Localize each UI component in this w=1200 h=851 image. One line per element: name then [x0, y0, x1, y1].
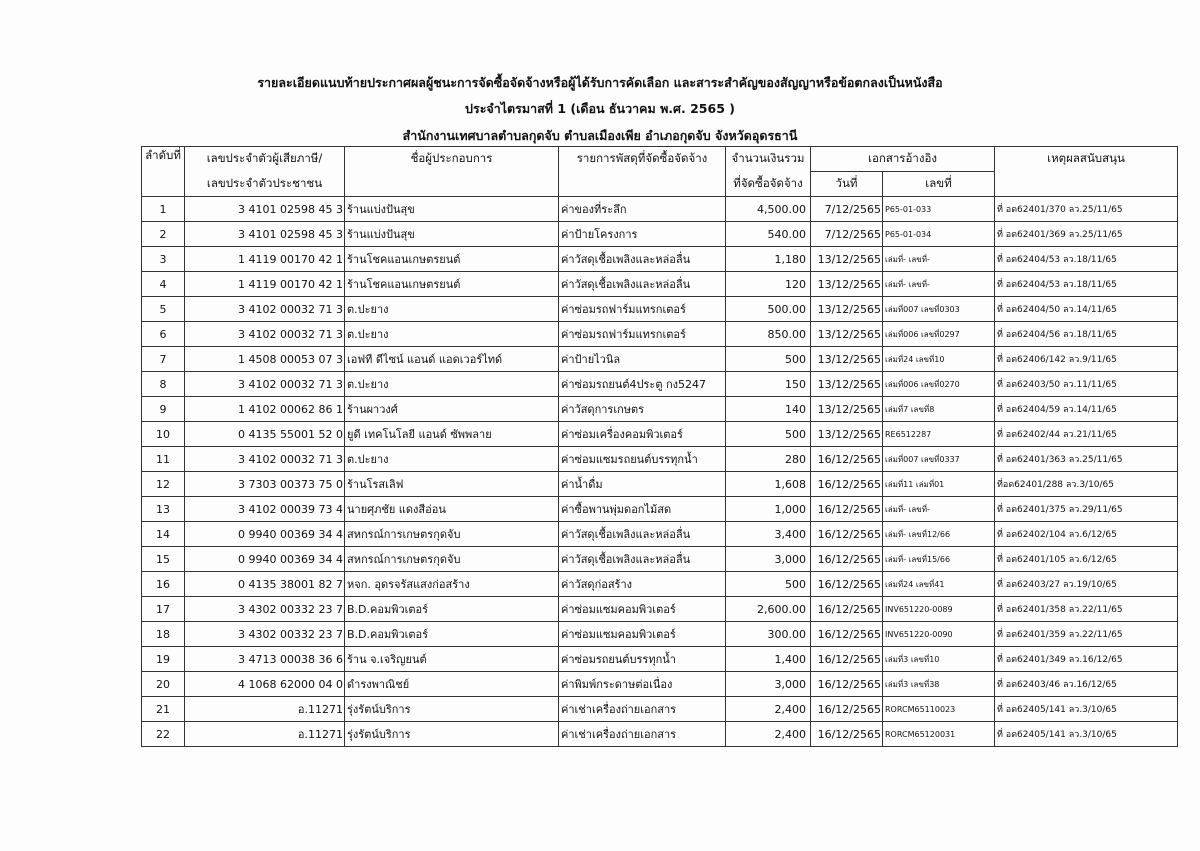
row-ref-number: เล่มที่- เลขที่15/66: [883, 547, 995, 572]
row-item: ค่าซ่อมรถฟาร์มแทรกเตอร์: [559, 322, 726, 347]
row-amount: 4,500.00: [726, 197, 811, 222]
row-vendor-name: หจก. อุดรจรัสแสงก่อสร้าง: [345, 572, 559, 597]
row-amount: 1,000: [726, 497, 811, 522]
row-reason: ที่ อด62401/375 ลว.29/11/65: [995, 497, 1178, 522]
row-amount: 140: [726, 397, 811, 422]
table-row: [142, 722, 1178, 747]
row-tax-id: 1 4102 00062 86 1: [185, 397, 345, 422]
row-ref-date: 13/12/2565: [811, 322, 883, 347]
document-office: สำนักงานเทศบาลตำบลกุดจับ ตำบลเมืองเพีย อำเภอกุดจับ จังหวัดอุดรธานี: [402, 128, 798, 143]
table-row: [142, 597, 1178, 622]
table-row: [142, 572, 1178, 597]
row-number: 4: [142, 272, 185, 297]
row-vendor-name: ร้านผาวงศ์: [345, 397, 559, 422]
row-ref-date: 16/12/2565: [811, 572, 883, 597]
row-ref-date: 16/12/2565: [811, 547, 883, 572]
row-item: ค่าวัสดุเชื้อเพลิงและหล่อลื่น: [559, 547, 726, 572]
row-vendor-name: สหกรณ์การเกษตรกุดจับ: [345, 522, 559, 547]
row-vendor-name: ร้านแบ่งปันสุข: [345, 197, 559, 222]
row-amount: 150: [726, 372, 811, 397]
col-header-amount-line1: จำนวนเงินรวม: [726, 147, 811, 172]
row-ref-date: 13/12/2565: [811, 297, 883, 322]
row-ref-number: เล่มที่007 เลขที่0337: [883, 447, 995, 472]
row-amount: 280: [726, 447, 811, 472]
row-number: 18: [142, 622, 185, 647]
row-vendor-name: ต.ปะยาง: [345, 447, 559, 472]
row-ref-number: P65-01-034: [883, 222, 995, 247]
row-tax-id: 3 4101 02598 45 3: [185, 222, 345, 247]
table-row: [142, 422, 1178, 447]
row-vendor-name: B.D.คอมพิวเตอร์: [345, 597, 559, 622]
row-vendor-name: เอฟที ดีไซน์ แอนด์ แอดเวอร์ไทด์: [345, 347, 559, 372]
row-vendor-name: ยูดี เทคโนโลยี แอนด์ ซัพพลาย: [345, 422, 559, 447]
row-number: 13: [142, 497, 185, 522]
row-tax-id: 1 4119 00170 42 1: [185, 247, 345, 272]
row-amount: 2,400: [726, 697, 811, 722]
row-ref-number: เล่มที่- เลขที่12/66: [883, 522, 995, 547]
row-tax-id: 1 4119 00170 42 1: [185, 272, 345, 297]
row-item: ค่าป้ายโครงการ: [559, 222, 726, 247]
row-amount: 2,400: [726, 722, 811, 747]
col-header-name-cont: [345, 172, 559, 197]
row-number: 16: [142, 572, 185, 597]
row-ref-date: 7/12/2565: [811, 222, 883, 247]
col-header-reason: เหตุผลสนับสนุน: [995, 147, 1178, 172]
row-amount: 120: [726, 272, 811, 297]
row-item: ค่าวัสดุเชื้อเพลิงและหล่อลื่น: [559, 247, 726, 272]
row-reason: ที่ อด62404/50 ลว.14/11/65: [995, 297, 1178, 322]
row-item: ค่าวัสดุเชื้อเพลิงและหล่อลื่น: [559, 522, 726, 547]
row-ref-date: 16/12/2565: [811, 447, 883, 472]
row-number: 22: [142, 722, 185, 747]
row-amount: 3,400: [726, 522, 811, 547]
row-item: ค่าเช่าเครื่องถ่ายเอกสาร: [559, 697, 726, 722]
row-amount: 500: [726, 347, 811, 372]
col-header-ref: เอกสารอ้างอิง: [811, 147, 995, 172]
row-amount: 3,000: [726, 672, 811, 697]
row-tax-id: 3 4102 00039 73 4: [185, 497, 345, 522]
row-reason: ที่ อด62404/56 ลว.18/11/65: [995, 322, 1178, 347]
row-item: ค่าป้ายไวนิล: [559, 347, 726, 372]
row-item: ค่าซ่อมแซมคอมพิวเตอร์: [559, 597, 726, 622]
row-ref-date: 13/12/2565: [811, 247, 883, 272]
table-row: [142, 222, 1178, 247]
row-reason: ที่ อด62404/59 ลว.14/11/65: [995, 397, 1178, 422]
row-ref-number: INV651220-0089: [883, 597, 995, 622]
row-vendor-name: ต.ปะยาง: [345, 322, 559, 347]
row-ref-date: 13/12/2565: [811, 372, 883, 397]
row-number: 7: [142, 347, 185, 372]
row-ref-date: 16/12/2565: [811, 697, 883, 722]
procurement-table: [141, 146, 1178, 747]
row-ref-date: 16/12/2565: [811, 522, 883, 547]
document-period: ประจำไตรมาสที่ 1 (เดือน ธันวาคม พ.ศ. 2565 ): [465, 101, 735, 116]
table-row: [142, 547, 1178, 572]
row-item: ค่าเช่าเครื่องถ่ายเอกสาร: [559, 722, 726, 747]
row-tax-id: 3 4102 00032 71 3: [185, 297, 345, 322]
row-reason: ที่ อด62401/105 ลว.6/12/65: [995, 547, 1178, 572]
row-tax-id: 0 4135 38001 82 7: [185, 572, 345, 597]
row-item: ค่าวัสดุเชื้อเพลิงและหล่อลื่น: [559, 272, 726, 297]
table-row: [142, 247, 1178, 272]
row-ref-number: เล่มที่3 เลขที่10: [883, 647, 995, 672]
row-reason: ที่ อด62405/141 ลว.3/10/65: [995, 697, 1178, 722]
row-ref-number: INV651220-0090: [883, 622, 995, 647]
table-row: [142, 322, 1178, 347]
row-item: ค่าซ่อมเครื่องคอมพิวเตอร์: [559, 422, 726, 447]
row-ref-date: 16/12/2565: [811, 622, 883, 647]
row-tax-id: 3 4102 00032 71 3: [185, 447, 345, 472]
row-reason: ที่ อด62401/370 ลว.25/11/65: [995, 197, 1178, 222]
row-vendor-name: ร้าน จ.เจริญยนต์: [345, 647, 559, 672]
row-reason: ที่ อด62404/53 ลว.18/11/65: [995, 247, 1178, 272]
row-vendor-name: สหกรณ์การเกษตรกุดจับ: [345, 547, 559, 572]
row-number: 12: [142, 472, 185, 497]
row-reason: ที่ อด62401/359 ลว.22/11/65: [995, 622, 1178, 647]
row-ref-number: เล่มที่006 เลขที่0297: [883, 322, 995, 347]
row-amount: 850.00: [726, 322, 811, 347]
col-header-tax-line1: เลขประจำตัวผู้เสียภาษี/: [185, 147, 345, 172]
row-amount: 1,608: [726, 472, 811, 497]
table-row: [142, 522, 1178, 547]
row-ref-date: 16/12/2565: [811, 672, 883, 697]
row-vendor-name: ต.ปะยาง: [345, 372, 559, 397]
row-tax-id: 3 4102 00032 71 3: [185, 322, 345, 347]
row-reason: ที่ อด62406/142 ลว.9/11/65: [995, 347, 1178, 372]
row-number: 5: [142, 297, 185, 322]
row-reason: ที่ อด62405/141 ลว.3/10/65: [995, 722, 1178, 747]
row-tax-id: อ.11271: [185, 697, 345, 722]
row-number: 6: [142, 322, 185, 347]
row-ref-date: 13/12/2565: [811, 272, 883, 297]
row-ref-date: 7/12/2565: [811, 197, 883, 222]
table-row: [142, 647, 1178, 672]
row-item: ค่าซ่อมแซมคอมพิวเตอร์: [559, 622, 726, 647]
row-reason: ที่ อด62401/349 ลว.16/12/65: [995, 647, 1178, 672]
table-row: [142, 372, 1178, 397]
row-reason: ที่ อด62403/27 ลว.19/10/65: [995, 572, 1178, 597]
row-tax-id: 0 9940 00369 34 4: [185, 547, 345, 572]
row-number: 11: [142, 447, 185, 472]
col-header-item-cont: [559, 172, 726, 197]
row-number: 2: [142, 222, 185, 247]
row-tax-id: 1 4508 00053 07 3: [185, 347, 345, 372]
table-row: [142, 622, 1178, 647]
col-header-tax-line2: เลขประจำตัวประชาชน: [185, 172, 345, 197]
row-tax-id: 3 4101 02598 45 3: [185, 197, 345, 222]
col-header-amount-line2: ที่จัดซื้อจัดจ้าง: [726, 172, 811, 197]
row-ref-number: เล่มที่3 เลขที่38: [883, 672, 995, 697]
row-vendor-name: ดำรงพาณิชย์: [345, 672, 559, 697]
row-ref-number: เล่มที่24 เลขที่10: [883, 347, 995, 372]
row-vendor-name: ร้านโรสเลิฟ: [345, 472, 559, 497]
row-reason: ที่ อด62403/50 ลว.11/11/65: [995, 372, 1178, 397]
row-amount: 500: [726, 572, 811, 597]
row-number: 8: [142, 372, 185, 397]
row-tax-id: 3 4713 00038 36 6: [185, 647, 345, 672]
row-ref-number: เล่มที่7 เลขที่8: [883, 397, 995, 422]
row-vendor-name: B.D.คอมพิวเตอร์: [345, 622, 559, 647]
row-number: 9: [142, 397, 185, 422]
row-vendor-name: รุ่งรัตน์บริการ: [345, 722, 559, 747]
table-row: [142, 497, 1178, 522]
row-item: ค่าซ่อมรถยนต์4ประตู กง5247: [559, 372, 726, 397]
row-ref-number: เล่มที่- เลขที่-: [883, 247, 995, 272]
col-header-no-cont: [142, 172, 185, 197]
row-number: 1: [142, 197, 185, 222]
row-ref-date: 13/12/2565: [811, 422, 883, 447]
row-tax-id: 0 4135 55001 52 0: [185, 422, 345, 447]
row-reason: ที่ อด62402/104 ลว.6/12/65: [995, 522, 1178, 547]
row-number: 10: [142, 422, 185, 447]
row-item: ค่าน้ำดื่ม: [559, 472, 726, 497]
row-item: ค่าวัสดุการเกษตร: [559, 397, 726, 422]
table-row: [142, 472, 1178, 497]
row-number: 14: [142, 522, 185, 547]
row-reason: ที่ อด62401/358 ลว.22/11/65: [995, 597, 1178, 622]
row-reason: ที่ อด62403/46 ลว.16/12/65: [995, 672, 1178, 697]
row-ref-date: 13/12/2565: [811, 397, 883, 422]
table-row: [142, 672, 1178, 697]
row-vendor-name: ร้านโชคแอนเกษตรยนต์: [345, 247, 559, 272]
col-header-name: ชื่อผู้ประกอบการ: [345, 147, 559, 172]
table-row: [142, 272, 1178, 297]
row-ref-number: เล่มที่007 เลขที่0303: [883, 297, 995, 322]
row-ref-date: 13/12/2565: [811, 347, 883, 372]
row-amount: 540.00: [726, 222, 811, 247]
row-ref-number: RORCM65110023: [883, 697, 995, 722]
row-reason: ที่อด62401/288 ลว.3/10/65: [995, 472, 1178, 497]
row-tax-id: 4 1068 62000 04 0: [185, 672, 345, 697]
row-item: ค่าพิมพ์กระดาษต่อเนื่อง: [559, 672, 726, 697]
table-row: [142, 397, 1178, 422]
row-amount: 1,180: [726, 247, 811, 272]
row-number: 17: [142, 597, 185, 622]
row-vendor-name: ร้านแบ่งปันสุข: [345, 222, 559, 247]
row-number: 19: [142, 647, 185, 672]
row-ref-date: 16/12/2565: [811, 722, 883, 747]
row-tax-id: 3 4302 00332 23 7: [185, 622, 345, 647]
col-header-ref-no: เลขที่: [883, 172, 995, 197]
row-number: 21: [142, 697, 185, 722]
row-vendor-name: ต.ปะยาง: [345, 297, 559, 322]
row-vendor-name: รุ่งรัตน์บริการ: [345, 697, 559, 722]
table-row: [142, 447, 1178, 472]
table-row: [142, 197, 1178, 222]
row-number: 20: [142, 672, 185, 697]
row-amount: 500: [726, 422, 811, 447]
row-tax-id: 0 9940 00369 34 4: [185, 522, 345, 547]
col-header-item: รายการพัสดุที่จัดซื้อจัดจ้าง: [559, 147, 726, 172]
row-ref-number: เล่มที่11 เล่มที่01: [883, 472, 995, 497]
row-amount: 3,000: [726, 547, 811, 572]
row-amount: 1,400: [726, 647, 811, 672]
row-vendor-name: นายศุภชัย แดงสีอ่อน: [345, 497, 559, 522]
row-ref-date: 16/12/2565: [811, 647, 883, 672]
row-ref-date: 16/12/2565: [811, 497, 883, 522]
row-tax-id: 3 7303 00373 75 0: [185, 472, 345, 497]
row-item: ค่าซื้อพานพุ่มดอกไม้สด: [559, 497, 726, 522]
row-ref-number: เล่มที่006 เลขที่0270: [883, 372, 995, 397]
row-amount: 500.00: [726, 297, 811, 322]
row-item: ค่าซ่อมรถฟาร์มแทรกเตอร์: [559, 297, 726, 322]
row-ref-date: 16/12/2565: [811, 597, 883, 622]
row-item: ค่าวัสดุก่อสร้าง: [559, 572, 726, 597]
row-ref-date: 16/12/2565: [811, 472, 883, 497]
row-item: ค่าซ่อมแซมรถยนต์บรรทุกน้ำ: [559, 447, 726, 472]
table-row: [142, 297, 1178, 322]
col-header-reason-cont: [995, 172, 1178, 197]
row-amount: 300.00: [726, 622, 811, 647]
row-tax-id: 3 4102 00032 71 3: [185, 372, 345, 397]
row-reason: ที่ อด62401/369 ลว.25/11/65: [995, 222, 1178, 247]
row-ref-number: เล่มที่- เลขที่-: [883, 497, 995, 522]
row-ref-number: RORCM65120031: [883, 722, 995, 747]
document-title: รายละเอียดแนบท้ายประกาศผลผู้ชนะการจัดซื้อจัดจ้างหรือผู้ได้รับการคัดเลือก และสาระสำคัญของสัญญาหรือข้อตกลงเป็นหนังสือ: [257, 75, 943, 90]
row-reason: ที่ อด62401/363 ลว.25/11/65: [995, 447, 1178, 472]
table-row: [142, 347, 1178, 372]
row-reason: ที่ อด62402/44 ลว.21/11/65: [995, 422, 1178, 447]
col-header-ref-date: วันที่: [811, 172, 883, 197]
row-ref-number: RE6512287: [883, 422, 995, 447]
row-number: 3: [142, 247, 185, 272]
row-ref-number: เล่มที่- เลขที่-: [883, 272, 995, 297]
row-item: ค่าซ่อมรถยนต์บรรทุกน้ำ: [559, 647, 726, 672]
row-reason: ที่ อด62404/53 ลว.18/11/65: [995, 272, 1178, 297]
row-tax-id: 3 4302 00332 23 7: [185, 597, 345, 622]
row-item: ค่าของที่ระลึก: [559, 197, 726, 222]
row-ref-number: เล่มที่24 เลขที่41: [883, 572, 995, 597]
row-ref-number: P65-01-033: [883, 197, 995, 222]
row-vendor-name: ร้านโชคแอนเกษตรยนต์: [345, 272, 559, 297]
col-header-no: ลำดับที่: [142, 147, 185, 172]
table-row: [142, 697, 1178, 722]
row-tax-id: อ.11271: [185, 722, 345, 747]
row-number: 15: [142, 547, 185, 572]
row-amount: 2,600.00: [726, 597, 811, 622]
